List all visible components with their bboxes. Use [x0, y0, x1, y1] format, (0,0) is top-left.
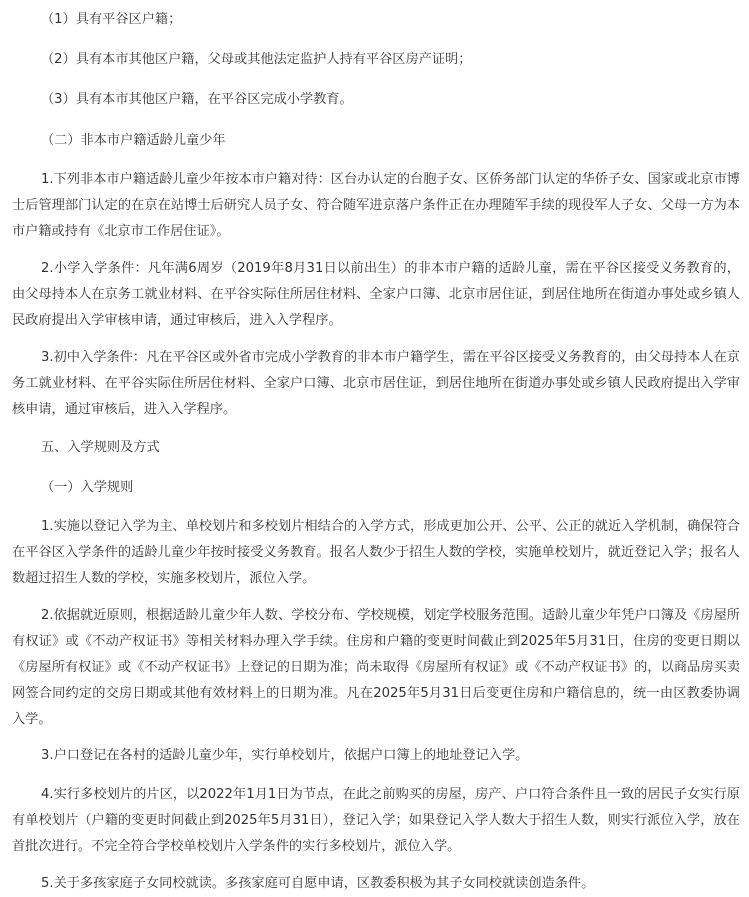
paragraph-3: （3）具有本市其他区户籍，在平谷区完成小学教育。: [41, 92, 353, 107]
paragraph-non-local-1: 1.下列非本市户籍适龄儿童少年按本市户籍对待：区台办认定的台胞子女、区侨务部门认定的华侨子女、国家或北京市博士后管理部门认定的在京在站博士后研究人员子女、符合随军进京落户条件正在办理随军手续的现役军人子女、父母一方为本市户籍或持有《北京市工作居住证》。: [12, 172, 740, 239]
paragraph-rule-1: 1.实施以登记入学为主、单校划片和多校划片相结合的入学方式，形成更加公开、公平、公正的就近入学机制，确保符合在平谷区入学条件的适龄儿童少年按时接受义务教育。报名人数少于招生人数的学校，实施单校划片，就近登记入学；报名人数超过招生人数的学校，实施多校划片，派位入学。: [12, 519, 740, 586]
section-heading-non-local: （二）非本市户籍适龄儿童少年: [41, 133, 226, 148]
paragraph-1: （1）具有平谷区户籍；: [41, 12, 182, 27]
paragraph-rule-4: 4.实行多校划片的片区，以2022年1月1日为节点，在此之前购买的房屋，房产、户口符合条件且一致的居民子女实行原有单校划片（户籍的变更时间截止到2025年5月31日），登记入学；如果登记入学人数大于招生人数，则实行派位入学，放在首批次进行。不完全符合学校单校划片入学条件的实行多校划片，派位入学。: [12, 787, 740, 854]
paragraph-2: （2）具有本市其他区户籍，父母或其他法定监护人持有平谷区房产证明；: [41, 52, 472, 67]
paragraph-rule-3: 3.户口登记在各村的适龄儿童少年，实行单校划片，依据户口簿上的地址登记入学。: [41, 748, 529, 763]
section-heading-admission-rules: 五、入学规则及方式: [41, 440, 160, 455]
paragraph-rule-5: 5.关于多孩家庭子女同校就读。多孩家庭可自愿申请，区教委积极为其子女同校就读创造条件。: [41, 876, 595, 891]
paragraph-rule-2: 2.依据就近原则，根据适龄儿童少年人数、学校分布、学校规模，划定学校服务范围。适龄儿童少年凭户口簿及《房屋所有权证》或《不动产权证书》等相关材料办理入学手续。住房和户籍的变更时间截止到2025年5月31日，住房的变更日期以《房屋所有权证》或《不动产权证书》上登记的日期为准；尚未取得《房屋所有权证》或《不动产权证书》的，以商品房买卖网签合同约定的交房日期或其他有效材料上的日期为准。凡在2025年5月31日后变更住房和户籍信息的，统一由区教委协调入学。: [12, 608, 740, 727]
subsection-heading-rules: （一）入学规则: [41, 480, 134, 495]
paragraph-non-local-2: 2.小学入学条件：凡年满6周岁（2019年8月31日以前出生）的非本市户籍的适龄儿童，需在平谷区接受义务教育的，由父母持本人在京务工就业材料、在平谷实际住所居住材料、全家户口簿、北京市居住证，到居住地所在街道办事处或乡镇人民政府提出入学审核申请，通过审核后，进入入学程序。: [12, 261, 740, 328]
paragraph-non-local-3: 3.初中入学条件：凡在平谷区或外省市完成小学教育的非本市户籍学生，需在平谷区接受义务教育的，由父母持本人在京务工就业材料、在平谷实际住所居住材料、全家户口簿、北京市居住证，到居住地所在街道办事处或乡镇人民政府提出入学审核申请，通过审核后，进入入学程序。: [12, 350, 740, 417]
